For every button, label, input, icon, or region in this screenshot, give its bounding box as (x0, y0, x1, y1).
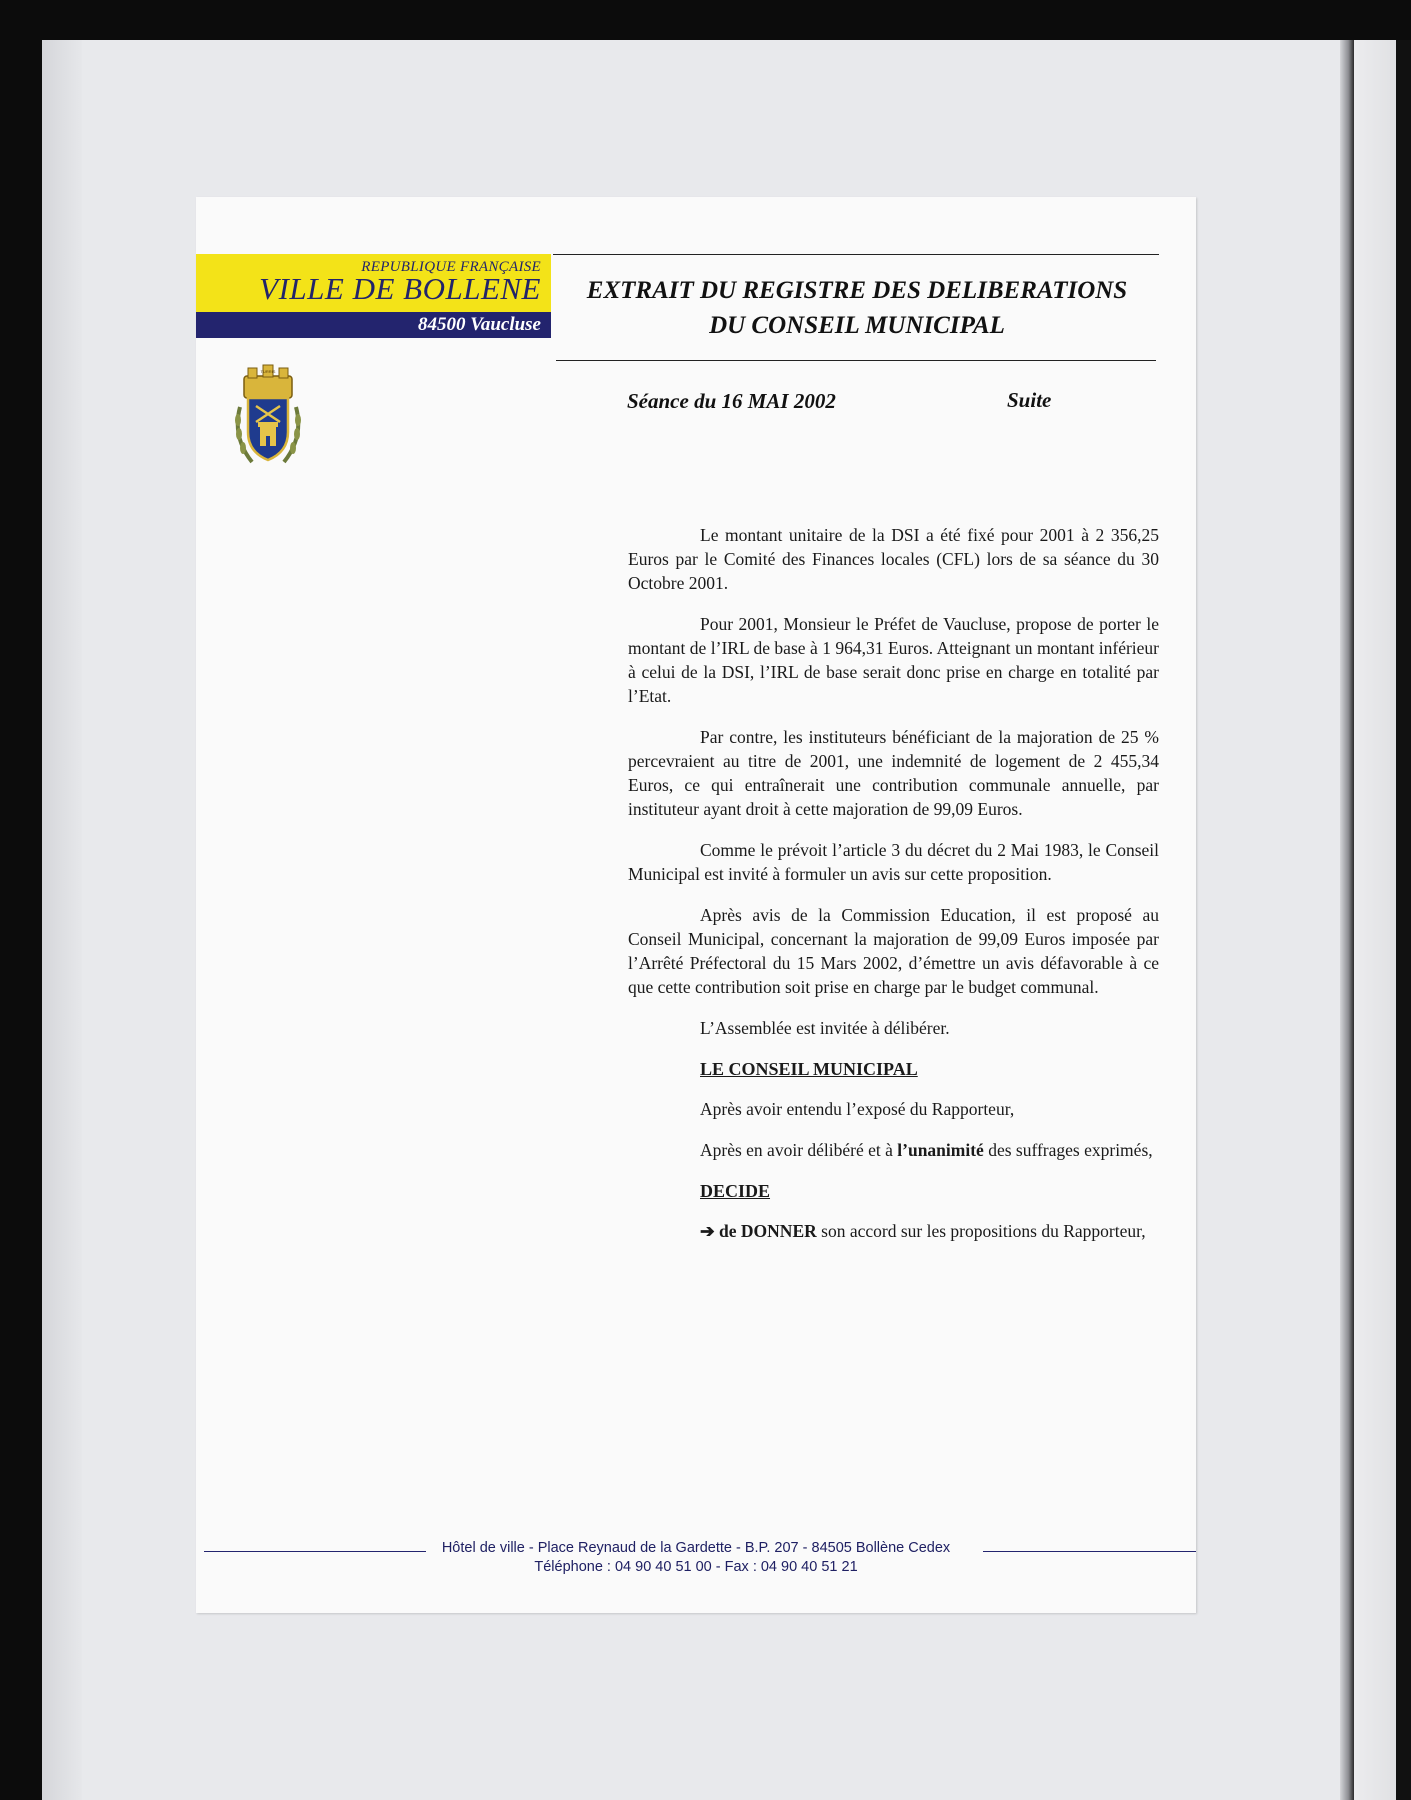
document-title-line1: EXTRAIT DU REGISTRE DES DELIBERATIONS (586, 277, 1128, 304)
paragraph-vote (628, 1138, 1159, 1162)
deliberation-body (628, 523, 1159, 1260)
vote-unanimity: l’unanimité (897, 1140, 984, 1160)
session-suite: Suite (1007, 388, 1052, 412)
footer-phone: Téléphone : 04 90 40 51 00 - Fax : 04 90 40 51 21 (534, 1559, 858, 1575)
footer-contact (196, 1539, 1196, 1577)
department-label: 84500 Vaucluse (196, 312, 551, 338)
paragraph-commission: Après avis de la Commission Education, il est proposé au Conseil Municipal, concernant la majoration de 99,09 Euros imposée par l’Arrêté Préfectoral du 15 Mars 2002, d’émettre un avis défavorable à ce que cette contribution soit prise en charge par le budget communal. (628, 905, 1159, 997)
paragraph-assemblee: L’Assemblée est invitée à délibérer. (700, 1018, 950, 1038)
page-stack-edge (42, 40, 82, 1800)
paragraph-decision (628, 1219, 1159, 1243)
binding-edge (1396, 40, 1411, 1800)
header-rule-top (553, 254, 1159, 255)
city-coat-of-arms-icon (230, 362, 306, 470)
decision-verb: de DONNER (719, 1221, 817, 1241)
republic-label: REPUBLIQUE FRANÇAISE (361, 259, 541, 275)
arrow-right-icon: ➔ (700, 1221, 715, 1241)
paragraph-irl: Pour 2001, Monsieur le Préfet de Vaucluse, propose de porter le montant de l’IRL de base à 1 964,31 Euros. Atteignant un montant inférieur à celui de la DSI, l’IRL de base serait donc prise en charge en totalité par l’Etat. (628, 614, 1159, 706)
session-date: Séance du 16 MAI 2002 (627, 389, 836, 413)
paragraph-dsi: Le montant unitaire de la DSI a été fixé pour 2001 à 2 356,25 Euros par le Comité des Finances locales (CFL) lors de sa séance du 30 Octobre 2001. (628, 525, 1159, 593)
paragraph-rapporteur: Après avoir entendu l’exposé du Rapporteur, (700, 1099, 1015, 1119)
document-title (556, 273, 1158, 343)
crest-motto: TURRIS (260, 369, 276, 374)
document-title-line2: DU CONSEIL MUNICIPAL (709, 312, 1005, 339)
document-sheet (196, 197, 1196, 1613)
book-gutter (1340, 40, 1354, 1800)
footer-address: Hôtel de ville - Place Reynaud de la Gardette - B.P. 207 - 84505 Bollène Cedex (441, 1540, 951, 1556)
council-heading: LE CONSEIL MUNICIPAL (700, 1059, 918, 1079)
header-rule-bottom (556, 360, 1156, 361)
city-letterhead (196, 254, 551, 338)
letterhead-yellow-band (196, 254, 551, 312)
vote-text-before: Après en avoir délibéré et à (700, 1140, 898, 1160)
decision-text: son accord sur les propositions du Rapporteur, (816, 1221, 1146, 1241)
city-name: VILLE DE BOLLENE (259, 271, 541, 306)
paragraph-majoration: Par contre, les instituteurs bénéficiant de la majoration de 25 % percevraient au titre de 2001, une indemnité de logement de 2 455,34 Euros, ce qui entraînerait une contribution communale annuelle, par instituteur ayant droit à cette majoration de 99,09 Euros. (628, 727, 1159, 819)
vote-text-after: des suffrages exprimés, (983, 1140, 1153, 1160)
paragraph-decret: Comme le prévoit l’article 3 du décret du 2 Mai 1983, le Conseil Municipal est invité à formuler un avis sur cette proposition. (628, 840, 1159, 884)
decide-heading: DECIDE (700, 1181, 771, 1201)
